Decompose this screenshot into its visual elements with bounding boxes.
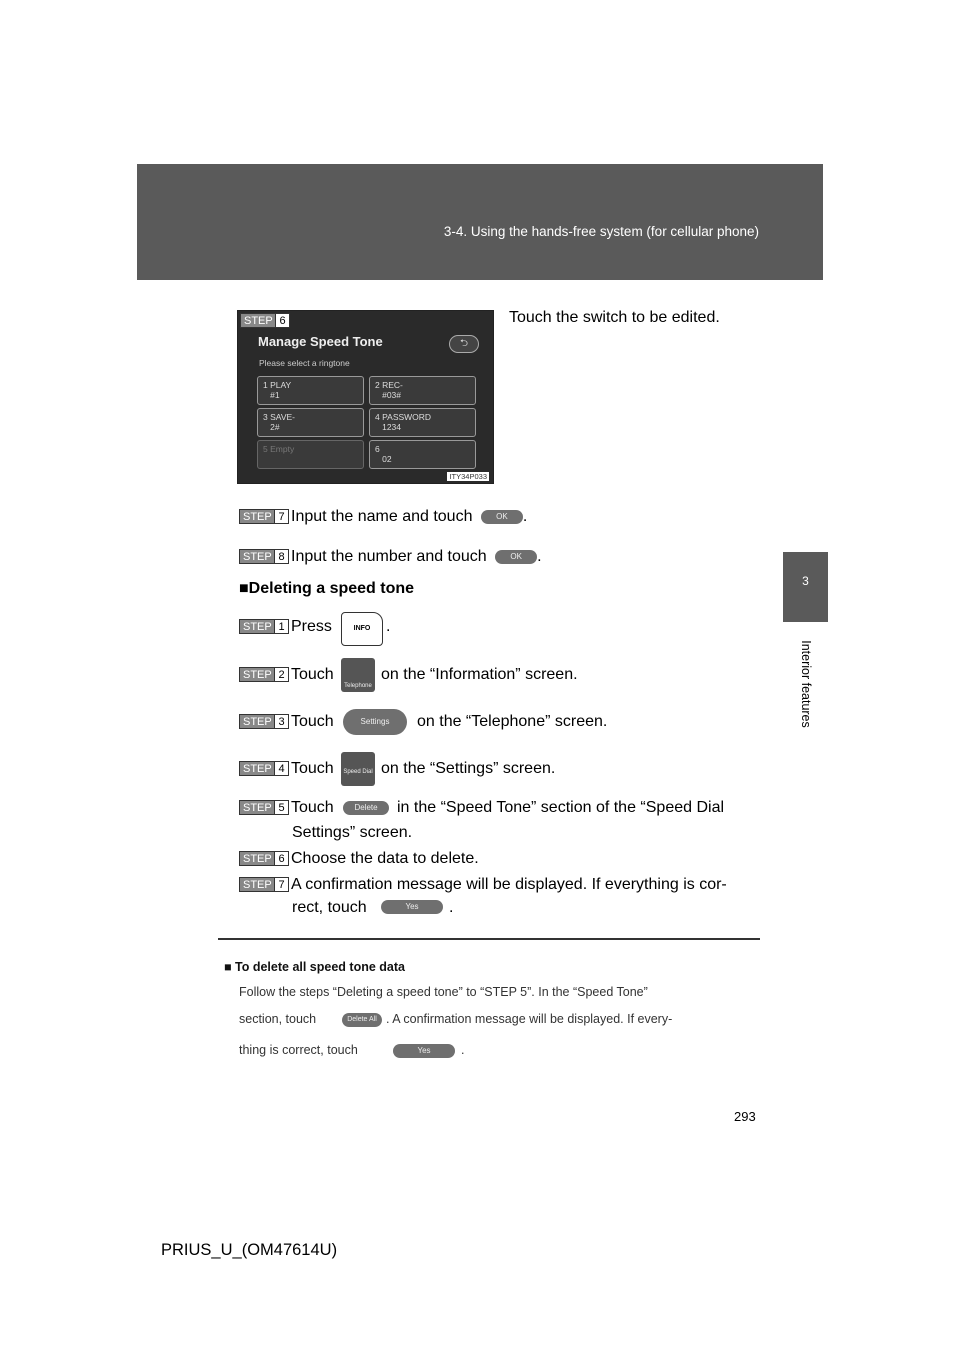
step-badge: STEP 2 [239,667,289,682]
page-number: 293 [734,1109,756,1124]
ok-button-icon: OK [495,550,537,564]
speed-tone-slot-6[interactable]: 6 02 [369,440,476,469]
step-badge: STEP 7 [239,509,289,524]
info-key-icon: INFO [341,612,383,646]
step-b1-text: Press [291,618,332,635]
step-badge: STEP 7 [239,877,289,892]
telephone-icon: Telephone [341,658,375,692]
screen-subtitle: Please select a ringtone [259,358,350,368]
section-title: 3-4. Using the hands-free system (for cellular phone) [443,224,759,239]
speed-tone-slot-4[interactable]: 4 PASSWORD 1234 [369,408,476,437]
settings-button-icon: Settings [343,709,407,735]
divider [218,938,760,940]
speed-tone-slot-2[interactable]: 2 REC- #03# [369,376,476,405]
step-badge: STEP 4 [239,761,289,776]
step-badge: STEP 6 [239,851,289,866]
image-code: ITY34P033 [449,472,487,481]
step-6-text: Touch the switch to be edited. [509,309,720,326]
speed-dial-icon: Speed Dial [341,752,375,786]
step-badge: STEP 5 [239,800,289,815]
footer-code: PRIUS_U_(OM47614U) [161,1241,338,1259]
step-7-text: Input the name and touch OK . [291,508,528,525]
note-heading: ■ To delete all speed tone data [224,960,405,974]
yes-button-icon: Yes [393,1044,455,1058]
delete-all-button-icon: Delete All [342,1013,382,1027]
ok-button-icon: OK [481,510,523,524]
speed-tone-slot-3[interactable]: 3 SAVE- 2# [257,408,364,437]
step-badge: STEP 8 [239,549,289,564]
step-badge: STEP 3 [239,714,289,729]
section-heading: ■Deleting a speed tone [239,580,415,597]
chapter-label: Interior features [799,640,813,728]
step-badge: STEP 1 [239,619,289,634]
section-header [137,164,823,280]
chapter-number: 3 [802,574,809,588]
yes-button-icon: Yes [381,900,443,914]
step-badge: STEP 6 [240,313,290,328]
screen-title: Manage Speed Tone [258,334,383,349]
delete-button-icon: Delete [343,801,389,815]
back-button[interactable]: ⮌ [449,335,479,353]
speed-tone-slot-5[interactable]: 5 Empty [257,440,364,469]
speed-tone-slot-1[interactable]: 1 PLAY #1 [257,376,364,405]
chapter-tab [783,552,828,622]
manage-speed-tone-screenshot [237,310,494,484]
step-8-text: Input the number and touch OK . [291,548,542,565]
